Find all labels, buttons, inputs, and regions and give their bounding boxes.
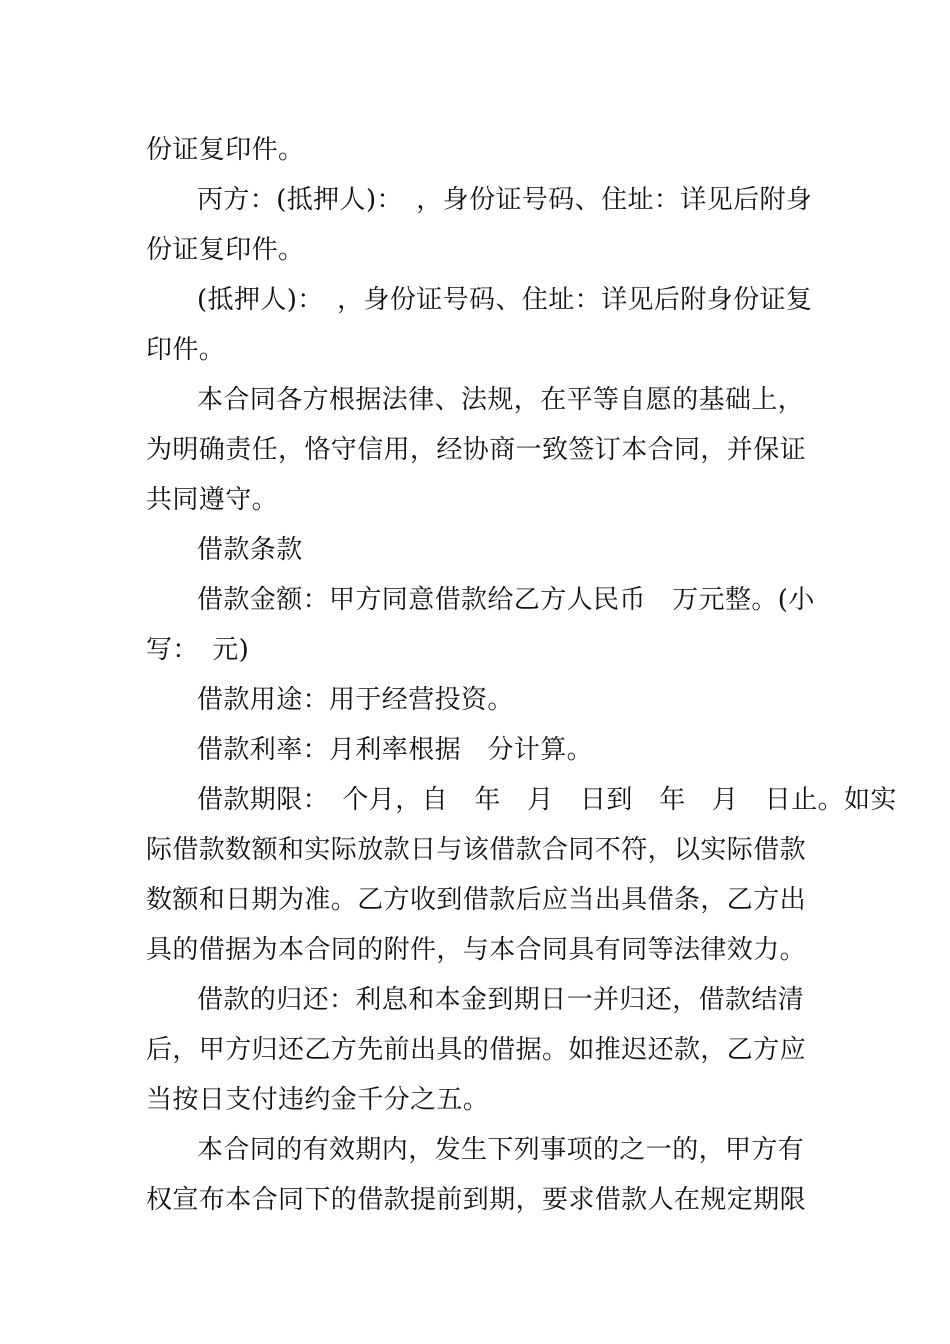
text-line: 借款的归还：利息和本金到期日一并归还，借款结清 [197,985,805,1015]
text-line: 共同遵守。 [146,485,279,515]
text-line: 份证复印件。 [146,235,305,265]
text-line: 际借款数额和实际放款日与该借款合同不符，以实际借款 [146,835,807,865]
text-line: 本合同各方根据法律、法规，在平等自愿的基础上， [197,385,805,415]
section-heading: 借款条款 [197,535,303,565]
text-line: 印件。 [146,335,226,365]
text-line: 具的借据为本合同的附件，与本合同具有同等法律效力。 [146,935,807,965]
text-line: 写： 元) [146,635,250,665]
text-line: 后，甲方归还乙方先前出具的借据。如推迟还款，乙方应 [146,1035,807,1065]
text-line: (抵押人)： ，身份证号码、住址：详见后附身份证复 [197,285,813,315]
text-line: 数额和日期为准。乙方收到借款后应当出具借条，乙方出 [146,885,807,915]
text-line: 借款利率：月利率根据 分计算。 [197,735,594,765]
text-line: 借款期限： 个月，自 年 月 日到 年 月 日止。如实 [197,785,897,815]
text-line: 借款金额：甲方同意借款给乙方人民币 万元整。(小 [197,585,815,615]
text-line: 本合同的有效期内，发生下列事项的之一的，甲方有 [197,1135,805,1165]
text-line: 为明确责任，恪守信用，经协商一致签订本合同，并保证 [146,435,807,465]
text-line: 丙方：(抵押人)： ，身份证号码、住址：详见后附身 [197,185,813,215]
text-line: 当按日支付违约金千分之五。 [146,1085,490,1115]
text-line: 权宣布本合同下的借款提前到期，要求借款人在规定期限 [146,1185,807,1215]
text-line: 借款用途：用于经营投资。 [197,685,514,715]
text-line: 份证复印件。 [146,135,305,165]
